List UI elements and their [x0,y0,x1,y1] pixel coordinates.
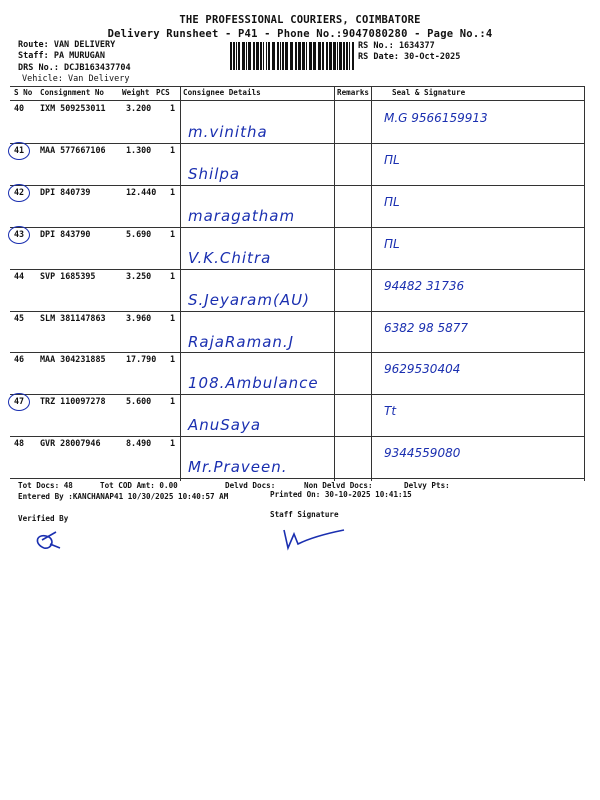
row-divider [10,311,584,312]
row-weight: 5.690 [126,228,152,239]
staff-signature [280,520,350,554]
row-consignment: DPI 843790 [40,228,91,239]
row-consignment: DPI 840739 [40,186,91,197]
col-header-remarks: Remarks [337,88,370,97]
row-weight: 12.440 [126,186,157,197]
row-sno: 45 [14,312,25,323]
seal-signature: 9344559080 [384,446,461,461]
consignee-handwriting: RajaRaman.J [188,332,295,351]
row-divider [10,394,584,395]
consignee-handwriting: V.K.Chitra [188,248,272,267]
row-consignment: SLM 381147863 [40,312,106,323]
row-divider [10,352,584,353]
row-pcs: 1 [170,396,176,407]
row-weight: 3.200 [126,103,152,113]
row-consignment: MAA 577667106 [40,144,106,155]
row-sno: 40 [14,103,25,113]
row-circle-mark [8,142,30,160]
seal-signature: ΠL [384,194,400,209]
rs-date: RS Date: 30-Oct-2025 [358,52,461,62]
row-divider [10,227,584,228]
row-pcs: 1 [170,228,176,239]
row-weight: 8.490 [126,438,152,449]
barcode [230,42,354,70]
row-consignment: SVP 1685395 [40,270,96,281]
column-divider [584,86,585,481]
seal-signature: M.G 9566159913 [384,111,488,125]
row-pcs: 1 [170,438,176,449]
table-header-divider [10,100,584,101]
non-delivered-docs: Non Delvd Docs: [304,481,373,490]
col-header-consignment: Consignment No [40,88,105,97]
vehicle-label: Vehicle: Van Delivery [22,74,130,84]
row-divider [10,436,584,437]
row-pcs: 1 [170,144,176,155]
delivered-docs: Delvd Docs: [225,481,276,490]
row-divider [10,478,584,479]
row-divider [10,269,584,270]
row-pcs: 1 [170,270,176,281]
seal-signature: ΠL [384,236,400,251]
seal-signature: 94482 31736 [384,278,465,293]
row-sno: 41 [14,144,25,155]
row-weight: 3.250 [126,270,152,281]
table-top-border [10,86,584,87]
rs-number: RS No.: 1634377 [358,41,435,51]
col-header-sno: S No [14,88,33,97]
runsheet-subtitle: Delivery Runsheet - P41 - Phone No.:9047080280 - Page No.:4 [107,28,493,40]
total-cod-amount: Tot COD Amt: 0.00 [100,481,178,490]
row-sno: 47 [14,396,25,407]
seal-signature: ΠL [384,152,400,167]
row-pcs: 1 [170,103,176,113]
col-header-weight: Weight [122,88,150,97]
consignee-handwriting: Mr.Praveen. [188,458,288,477]
staff-signature-label: Staff Signature [270,510,339,519]
route-label: Route: VAN DELIVERY [18,40,116,50]
row-divider [10,185,584,186]
row-consignment: TRZ 110097278 [40,396,106,407]
seal-signature: Tt [384,404,397,419]
verified-by-label: Verified By [18,514,69,523]
consignee-handwriting: 108.Ambulance [188,374,319,393]
entered-by: Entered By :KANCHANAP41 10/30/2025 10:40:57 AM [18,492,229,501]
verifier-signature [30,526,70,554]
column-divider [371,86,372,481]
row-sno: 48 [14,438,25,449]
row-sno: 44 [14,270,25,281]
row-circle-mark [8,226,30,244]
row-consignment: IXM 509253011 [40,103,106,113]
row-weight: 1.300 [126,144,152,155]
company-title: THE PROFESSIONAL COURIERS, COIMBATORE [179,14,421,26]
consignee-handwriting: m.vinitha [188,123,268,141]
col-header-seal: Seal & Signature [392,88,466,97]
col-header-consignee: Consignee Details [183,88,261,97]
consignee-handwriting: AnuSaya [188,416,262,435]
row-circle-mark [8,184,30,202]
seal-signature: 6382 98 5877 [384,320,468,335]
row-consignment: GVR 28007946 [40,438,101,449]
column-divider [180,86,181,481]
row-sno: 42 [14,186,25,197]
row-pcs: 1 [170,354,176,365]
row-pcs: 1 [170,312,176,323]
column-divider [334,86,335,481]
row-weight: 3.960 [126,312,152,323]
staff-label: Staff: PA MURUGAN [18,51,105,61]
row-divider [10,143,584,144]
delivery-points: Delvy Pts: [404,481,450,490]
row-weight: 17.790 [126,354,157,365]
seal-signature: 9629530404 [384,362,461,377]
printed-on: Printed On: 30-10-2025 10:41:15 [270,490,412,499]
row-weight: 5.600 [126,396,152,407]
consignee-handwriting: maragatham [188,206,296,225]
consignee-handwriting: Shilpa [188,164,241,183]
row-sno: 46 [14,354,25,365]
row-sno: 43 [14,228,25,239]
total-docs: Tot Docs: 48 [18,481,73,490]
drs-label: DRS No.: DCJB163437704 [18,63,131,73]
row-circle-mark [8,393,30,411]
consignee-handwriting: S.Jeyaram(AU) [188,290,310,309]
col-header-pcs: PCS [156,88,170,97]
row-pcs: 1 [170,186,176,197]
row-consignment: MAA 304231885 [40,354,106,365]
